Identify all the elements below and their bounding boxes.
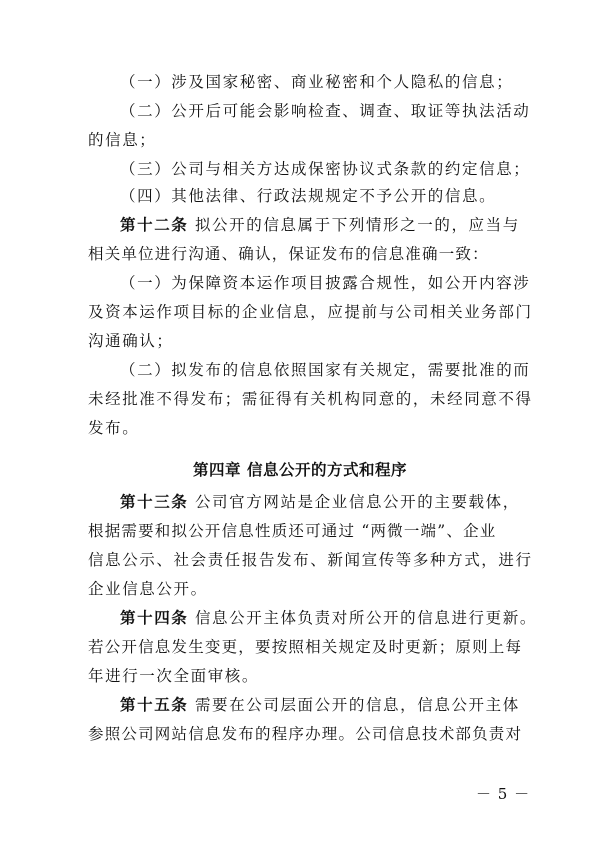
clause-line: （四）其他法律、行政法规规定不予公开的信息。 [120,187,497,205]
article-15-label: 第十五条 [120,696,189,714]
article-13-line: 根据需要和拟公开信息性质还可通过 “两微一端”、企业 [88,522,497,540]
article-13-line: 企业信息公开。 [88,580,208,598]
clause-line: （三）公司与相关方达成保密协议式条款的约定信息； [120,160,531,178]
article-13-label: 第十三条 [120,493,189,511]
article-14-first-line [120,608,537,628]
clause-line: （二）公开后可能会影响检查、调查、取证等执法活动 [120,102,531,120]
article-13-text: 公司官方网站是企业信息公开的主要载体， [194,493,520,511]
article-12-item-line: 沟通确认； [88,332,174,350]
article-12-item-line: 未经批准不得发布；需征得有关机构同意的，未经同意不得 [88,390,533,408]
article-12-item-line: （一）为保障资本运作项目披露合规性，如公开内容涉 [120,274,531,292]
article-12-text: 拟公开的信息属于下列情形之一的，应当与 [194,216,520,234]
article-12-item-line: （二）拟发布的信息依照国家有关规定，需要批准的而 [120,361,531,379]
article-14-line: 若公开信息发生变更，要按照相关规定及时更新；原则上每 [88,638,523,656]
article-12-item-line: 发布。 [88,419,140,437]
article-13-first-line [120,492,520,512]
article-14-line: 年进行一次全面审核。 [88,667,260,685]
article-12-label: 第十二条 [120,216,189,234]
article-15-first-line [120,695,520,715]
article-14-text: 信息公开主体负责对所公开的信息进行更新。 [194,609,537,627]
chapter-heading: 第四章 信息公开的方式和程序 [193,461,407,479]
article-14-label: 第十四条 [120,609,189,627]
page-number: － 5 － [476,785,531,803]
article-12-first-line [120,215,520,235]
article-15-text: 需要在公司层面公开的信息，信息公开主体 [194,696,520,714]
clause-line: （一）涉及国家秘密、商业秘密和个人隐私的信息； [120,73,514,91]
clause-line: 的信息； [88,131,157,149]
article-13-line: 信息公示、社会责任报告发布、新闻宣传等多种方式，进行 [88,551,533,569]
article-12-item-line: 及资本运作项目标的企业信息，应提前与公司相关业务部门 [88,303,533,321]
article-15-line: 参照公司网站信息发布的程序办理。公司信息技术部负责对 [88,725,523,743]
article-12-line: 相关单位进行沟通、确认，保证发布的信息准确一致： [88,245,489,263]
